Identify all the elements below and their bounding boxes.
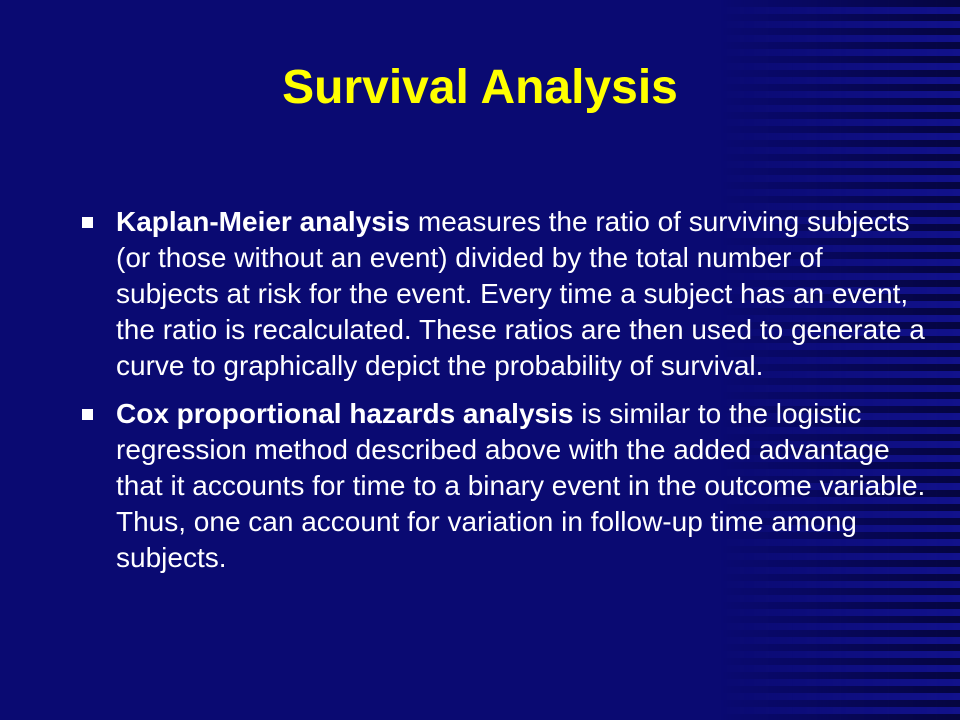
bullet-term: Cox proportional hazards analysis bbox=[116, 398, 574, 429]
square-bullet-icon bbox=[82, 217, 93, 228]
bullet-text: is similar to the logistic regression method described above with the added advantage that it accounts for time to a binary event in the outcome variable. Thus, one can account for variation in follow-up time among subjects. bbox=[116, 398, 926, 573]
bullet-text: measures the ratio of surviving subjects (or those without an event) divided by the total number of subjects at risk for the event. Every time a subject has an event, the ratio is recalculated. These ratios are then used to generate a curve to graphically depict the probability of survival. bbox=[116, 206, 925, 381]
square-bullet-icon bbox=[82, 409, 93, 420]
bullet-term: Kaplan-Meier analysis bbox=[116, 206, 411, 237]
slide-title: Survival Analysis bbox=[282, 61, 678, 114]
bullet-kaplan-meier bbox=[72, 204, 930, 384]
bullet-cox-hazards bbox=[72, 396, 930, 576]
bullet-list bbox=[72, 204, 930, 588]
